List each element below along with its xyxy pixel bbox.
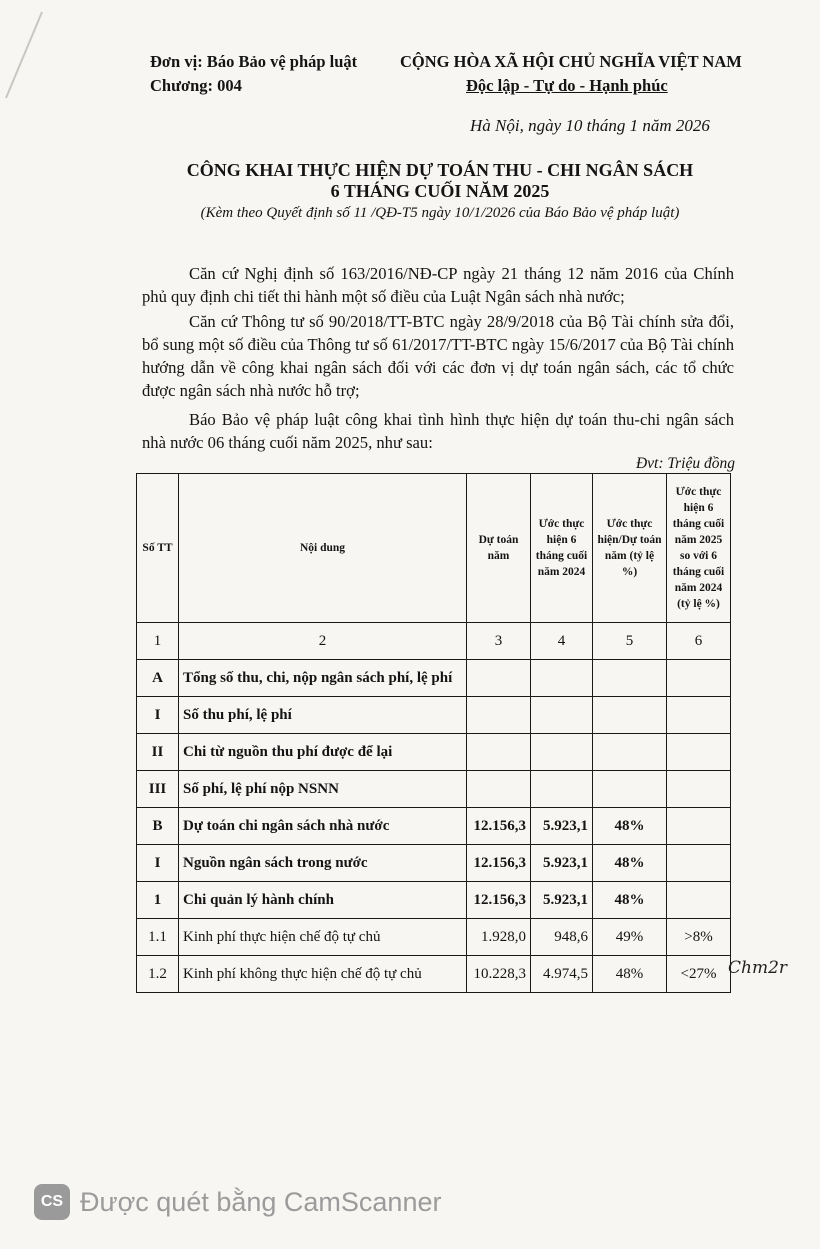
unit-line: Đơn vị: Báo Bảo vệ pháp luật bbox=[150, 52, 358, 71]
row-stt: III bbox=[137, 771, 179, 808]
row-compare: <27% bbox=[667, 956, 731, 993]
row-h2-2024: 5.923,1 bbox=[531, 882, 593, 919]
row-content: Chi quản lý hành chính bbox=[179, 882, 467, 919]
row-estimate: 12.156,3 bbox=[467, 882, 531, 919]
paragraph-1: Căn cứ Nghị định số 163/2016/NĐ-CP ngày 21 tháng 12 năm 2016 của Chính phủ quy định chi tiết thi hành một số điều của Luật Ngân sách nhà nước; bbox=[142, 264, 734, 306]
table-row bbox=[137, 660, 731, 697]
col-number: 4 bbox=[531, 623, 593, 660]
header-h2-2024: Ước thực hiện 6 tháng cuối năm 2024 bbox=[531, 474, 593, 623]
scanner-footer-text: Được quét bằng CamScanner bbox=[80, 1186, 442, 1217]
row-ratio: 48% bbox=[593, 845, 667, 882]
table-row bbox=[137, 882, 731, 919]
col-number: 6 bbox=[667, 623, 731, 660]
col-number: 2 bbox=[179, 623, 467, 660]
row-h2-2024: 4.974,5 bbox=[531, 956, 593, 993]
table-row bbox=[137, 808, 731, 845]
row-compare bbox=[667, 845, 731, 882]
row-stt: 1.2 bbox=[137, 956, 179, 993]
country-line: CỘNG HÒA XÃ HỘI CHỦ NGHĨA VIỆT NAM bbox=[400, 52, 742, 71]
table-row bbox=[137, 919, 731, 956]
camscanner-logo-icon: CS bbox=[34, 1184, 70, 1220]
table-row bbox=[137, 771, 731, 808]
table-row bbox=[137, 845, 731, 882]
row-compare bbox=[667, 808, 731, 845]
scan-edge-mark bbox=[2, 10, 48, 100]
header-estimate: Dự toán năm bbox=[467, 474, 531, 623]
row-ratio bbox=[593, 697, 667, 734]
row-content: Dự toán chi ngân sách nhà nước bbox=[179, 808, 467, 845]
row-stt: B bbox=[137, 808, 179, 845]
header-left bbox=[150, 50, 357, 98]
row-h2-2024 bbox=[531, 734, 593, 771]
row-stt: 1.1 bbox=[137, 919, 179, 956]
header-compare: Ước thực hiện 6 tháng cuối năm 2025 so với 6 tháng cuối năm 2024 (tỷ lệ %) bbox=[667, 474, 731, 623]
row-content: Kinh phí thực hiện chế độ tự chủ bbox=[179, 919, 467, 956]
row-estimate: 12.156,3 bbox=[467, 808, 531, 845]
row-h2-2024: 5.923,1 bbox=[531, 845, 593, 882]
handwritten-note: Chm2r bbox=[728, 958, 788, 978]
row-estimate bbox=[467, 697, 531, 734]
row-estimate: 12.156,3 bbox=[467, 845, 531, 882]
col-number: 5 bbox=[593, 623, 667, 660]
header-ratio: Ước thực hiện/Dự toán năm (tỷ lệ %) bbox=[593, 474, 667, 623]
row-content: Nguồn ngân sách trong nước bbox=[179, 845, 467, 882]
row-content: Tổng số thu, chi, nộp ngân sách phí, lệ phí bbox=[179, 660, 467, 697]
document-subtitle: (Kèm theo Quyết định số 11 /QĐ-T5 ngày 10/1/2026 của Báo Bảo vệ pháp luật) bbox=[200, 205, 680, 221]
col-number: 1 bbox=[137, 623, 179, 660]
document-title bbox=[100, 160, 780, 202]
row-ratio: 48% bbox=[593, 956, 667, 993]
row-content: Số thu phí, lệ phí bbox=[179, 697, 467, 734]
header-right bbox=[400, 50, 760, 98]
row-h2-2024 bbox=[531, 697, 593, 734]
table-row bbox=[137, 734, 731, 771]
row-estimate bbox=[467, 734, 531, 771]
row-estimate bbox=[467, 660, 531, 697]
header-content: Nội dung bbox=[179, 474, 467, 623]
row-ratio bbox=[593, 771, 667, 808]
motto-line: Độc lập - Tự do - Hạnh phúc bbox=[466, 76, 668, 95]
row-h2-2024 bbox=[531, 660, 593, 697]
row-stt: II bbox=[137, 734, 179, 771]
row-compare: >8% bbox=[667, 919, 731, 956]
row-ratio bbox=[593, 660, 667, 697]
col-number: 3 bbox=[467, 623, 531, 660]
row-content: Chi từ nguồn thu phí được để lại bbox=[179, 734, 467, 771]
table-row bbox=[137, 697, 731, 734]
row-compare bbox=[667, 882, 731, 919]
place-date: Hà Nội, ngày 10 tháng 1 năm 2026 bbox=[470, 116, 710, 135]
budget-table bbox=[136, 473, 731, 993]
row-h2-2024: 948,6 bbox=[531, 919, 593, 956]
column-number-row bbox=[137, 623, 731, 660]
row-compare bbox=[667, 697, 731, 734]
row-content: Số phí, lệ phí nộp NSNN bbox=[179, 771, 467, 808]
row-estimate: 10.228,3 bbox=[467, 956, 531, 993]
header-stt: Số TT bbox=[137, 474, 179, 623]
unit-note: Đvt: Triệu đồng bbox=[635, 455, 735, 472]
row-estimate: 1.928,0 bbox=[467, 919, 531, 956]
row-estimate bbox=[467, 771, 531, 808]
scanner-footer bbox=[34, 1184, 441, 1220]
row-stt: A bbox=[137, 660, 179, 697]
row-stt: I bbox=[137, 845, 179, 882]
row-content: Kinh phí không thực hiện chế độ tự chủ bbox=[179, 956, 467, 993]
chapter-line: Chương: 004 bbox=[150, 76, 242, 95]
row-compare bbox=[667, 660, 731, 697]
row-compare bbox=[667, 771, 731, 808]
row-stt: 1 bbox=[137, 882, 179, 919]
table-row bbox=[137, 956, 731, 993]
row-compare bbox=[667, 734, 731, 771]
row-ratio: 48% bbox=[593, 882, 667, 919]
paragraph-2: Căn cứ Thông tư số 90/2018/TT-BTC ngày 28/9/2018 của Bộ Tài chính sửa đổi, bổ sung một số điều của Thông tư số 61/2017/TT-BTC ngày 15/6/2017 của Bộ Tài chính hướng dẫn về công khai ngân sách đối với các đơn vị dự toán ngân sách, các tổ chức được ngân sách nhà nước hỗ trợ; bbox=[142, 312, 734, 400]
row-ratio: 49% bbox=[593, 919, 667, 956]
row-stt: I bbox=[137, 697, 179, 734]
row-h2-2024 bbox=[531, 771, 593, 808]
title-line-1: CÔNG KHAI THỰC HIỆN DỰ TOÁN THU - CHI NGÂN SÁCH bbox=[186, 160, 694, 180]
table-header-row bbox=[137, 474, 731, 623]
row-ratio: 48% bbox=[593, 808, 667, 845]
row-ratio bbox=[593, 734, 667, 771]
row-h2-2024: 5.923,1 bbox=[531, 808, 593, 845]
paragraph-3: Báo Bảo vệ pháp luật công khai tình hình thực hiện dự toán thu-chi ngân sách nhà nước 06 tháng cuối năm 2025, như sau: bbox=[142, 410, 734, 452]
title-line-2: 6 THÁNG CUỐI NĂM 2025 bbox=[330, 181, 550, 201]
